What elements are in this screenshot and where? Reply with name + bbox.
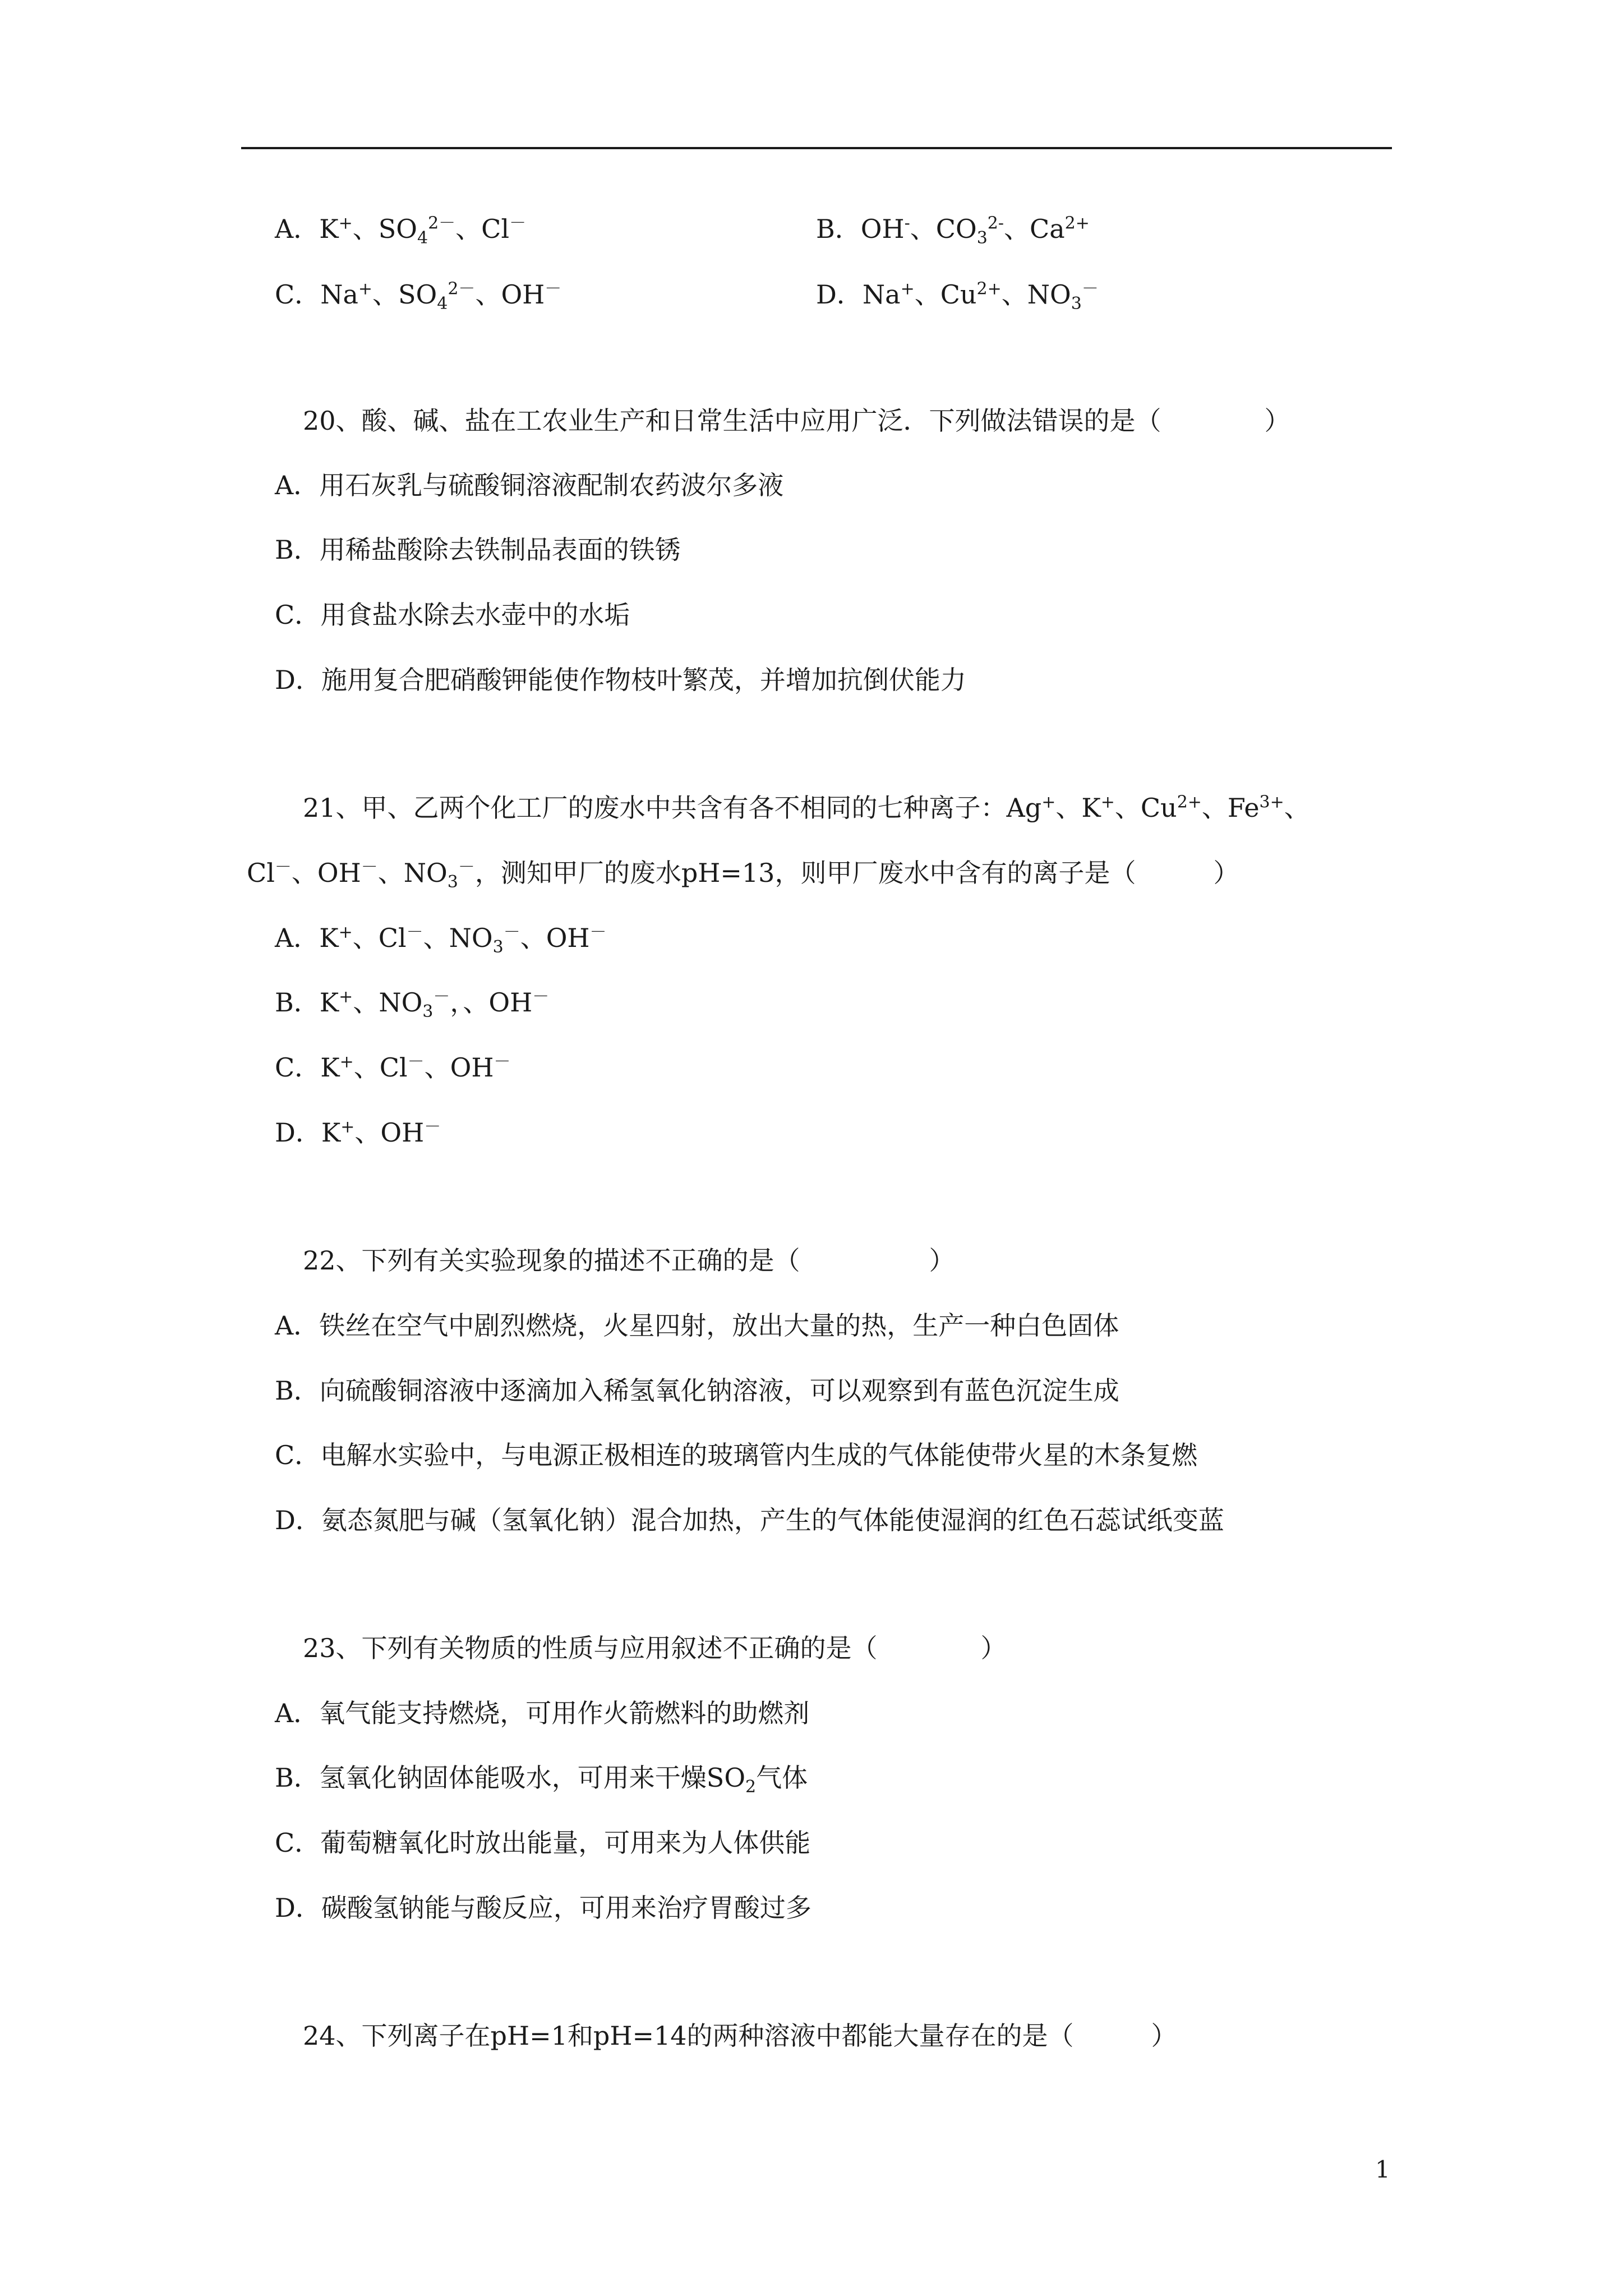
q19-option-c: C．Na+、$SO_4^{2-}$、OH－ bbox=[275, 279, 562, 314]
q21-stem-line2: Cl－、OH－、$NO_3^-$，测知甲厂的废水pH=13，则甲厂废水中含有的离子是（ ） bbox=[247, 857, 1239, 892]
q19-option-b: B．OH-、$CO_3^{2-}$、$Ca^{2+}$ bbox=[816, 213, 1090, 249]
q20-option-c: C．用食盐水除去水壶中的水垢 bbox=[275, 600, 630, 630]
q21-option-a: A．K+、Cl－、$NO_3^-$、OH－ bbox=[275, 922, 607, 958]
q20-stem: 20、酸、碱、盐在工农业生产和日常生活中应用广泛．下列做法错误的是（ ） bbox=[303, 406, 1290, 436]
q23-stem: 23、下列有关物质的性质与应用叙述不正确的是（ ） bbox=[303, 1633, 1007, 1663]
q23-option-c: C．葡萄糖氧化时放出能量，可用来为人体供能 bbox=[275, 1828, 811, 1858]
q22-stem: 22、下列有关实验现象的描述不正确的是（ ） bbox=[303, 1245, 955, 1276]
q21-option-c: C．K+、Cl－、OH－ bbox=[275, 1052, 511, 1083]
q19-option-d: D．Na+、$Cu^{2+}$、$NO_3^-$ bbox=[816, 279, 1099, 314]
q23-option-b: B．氢氧化钠固体能吸水，可用来干燥$SO_2$气体 bbox=[275, 1763, 808, 1797]
q21-option-b: B．K+、$NO_3^-$，、OH－ bbox=[275, 987, 550, 1022]
page-number: 1 bbox=[1375, 2156, 1390, 2183]
q22-option-d: D．氨态氮肥与碱（氢氧化钠）混合加热，产生的气体能使湿润的红色石蕊试纸变蓝 bbox=[275, 1505, 1224, 1535]
q21-option-d: D．K+、OH－ bbox=[275, 1117, 441, 1148]
q22-option-b: B．向硫酸铜溶液中逐滴加入稀氢氧化钠溶液，可以观察到有蓝色沉淀生成 bbox=[275, 1375, 1119, 1406]
q23-option-a: A．氧气能支持燃烧，可用作火箭燃料的助燃剂 bbox=[275, 1698, 810, 1728]
q20-option-b: B．用稀盐酸除去铁制品表面的铁锈 bbox=[275, 535, 681, 565]
q19-option-a: A．K+、$SO_4^{2-}$、Cl－ bbox=[275, 213, 527, 249]
q21-stem-line1: 21、甲、乙两个化工厂的废水中共含有各不相同的七种离子：Ag+、K+、$Cu^{2+}$、$Fe^{3+}$、 bbox=[303, 792, 1310, 823]
q20-option-d: D．施用复合肥硝酸钾能使作物枝叶繁茂，并增加抗倒伏能力 bbox=[275, 665, 966, 695]
q23-option-d: D．碳酸氢钠能与酸反应，可用来治疗胃酸过多 bbox=[275, 1893, 811, 1923]
q24-stem: 24、下列离子在pH=1和pH=14的两种溶液中都能大量存在的是（ ） bbox=[303, 2021, 1177, 2051]
header-rule bbox=[241, 147, 1392, 149]
q20-option-a: A．用石灰乳与硫酸铜溶液配制农药波尔多液 bbox=[275, 470, 784, 500]
q22-option-c: C．电解水实验中，与电源正极相连的玻璃管内生成的气体能使带火星的木条复燃 bbox=[275, 1440, 1198, 1470]
q22-option-a: A．铁丝在空气中剧烈燃烧，火星四射，放出大量的热，生产一种白色固体 bbox=[275, 1310, 1119, 1341]
